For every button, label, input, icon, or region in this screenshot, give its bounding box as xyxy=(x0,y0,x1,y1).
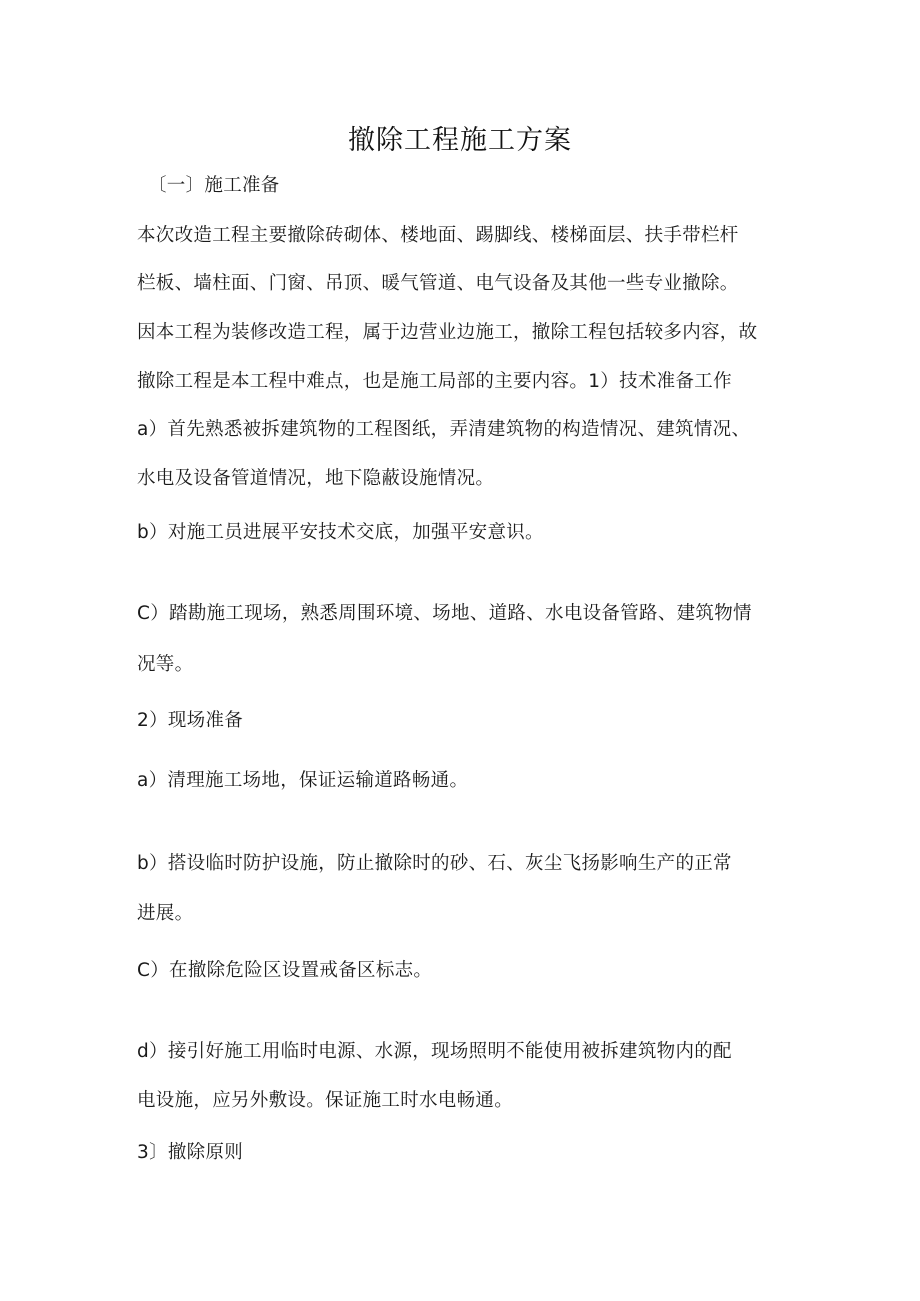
paragraph-line: 电设施，应另外敷设。保证施工时水电畅通。 xyxy=(137,1090,514,1111)
paragraph-line: d）接引好施工用临时电源、水源，现场照明不能使用被拆建筑物内的配 xyxy=(137,1041,732,1062)
paragraph-line: 进展。 xyxy=(137,903,194,924)
paragraph-line: b）对施工员进展平安技术交底，加强平安意识。 xyxy=(137,522,544,543)
paragraph-line: 撤除工程是本工程中难点，也是施工局部的主要内容。1）技术准备工作 xyxy=(137,371,732,392)
paragraph-line: b）搭设临时防护设施，防止撤除时的砂、石、灰尘飞扬影响生产的正常 xyxy=(137,853,732,874)
paragraph-line: a）清理施工场地，保证运输道路畅通。 xyxy=(137,770,469,791)
subsection-heading: 2）现场准备 xyxy=(137,710,244,731)
paragraph-line: 因本工程为装修改造工程，属于边营业边施工，撤除工程包括较多内容，故 xyxy=(137,322,758,343)
paragraph-line: C）踏勘施工现场，熟悉周围环境、场地、道路、水电设备管路、建筑物情 xyxy=(137,603,752,624)
subsection-heading: 3〕撤除原则 xyxy=(137,1142,244,1163)
paragraph-line: a）首先熟悉被拆建筑物的工程图纸，弄清建筑物的构造情况、建筑情况、 xyxy=(137,419,751,440)
paragraph-line: C）在撤除危险区设置戒备区标志。 xyxy=(137,960,433,981)
paragraph-line: 栏板、墙柱面、门窗、吊顶、暖气管道、电气设备及其他一些专业撤除。 xyxy=(137,273,739,294)
paragraph-line: 况等。 xyxy=(137,654,194,675)
paragraph-line: 本次改造工程主要撤除砖砌体、楼地面、踢脚线、楼梯面层、扶手带栏杆 xyxy=(137,225,739,246)
document-title: 撤除工程施工方案 xyxy=(348,125,572,156)
section-heading: 〔一〕施工准备 xyxy=(148,175,280,196)
paragraph-line: 水电及设备管道情况，地下隐蔽设施情况。 xyxy=(137,468,495,489)
